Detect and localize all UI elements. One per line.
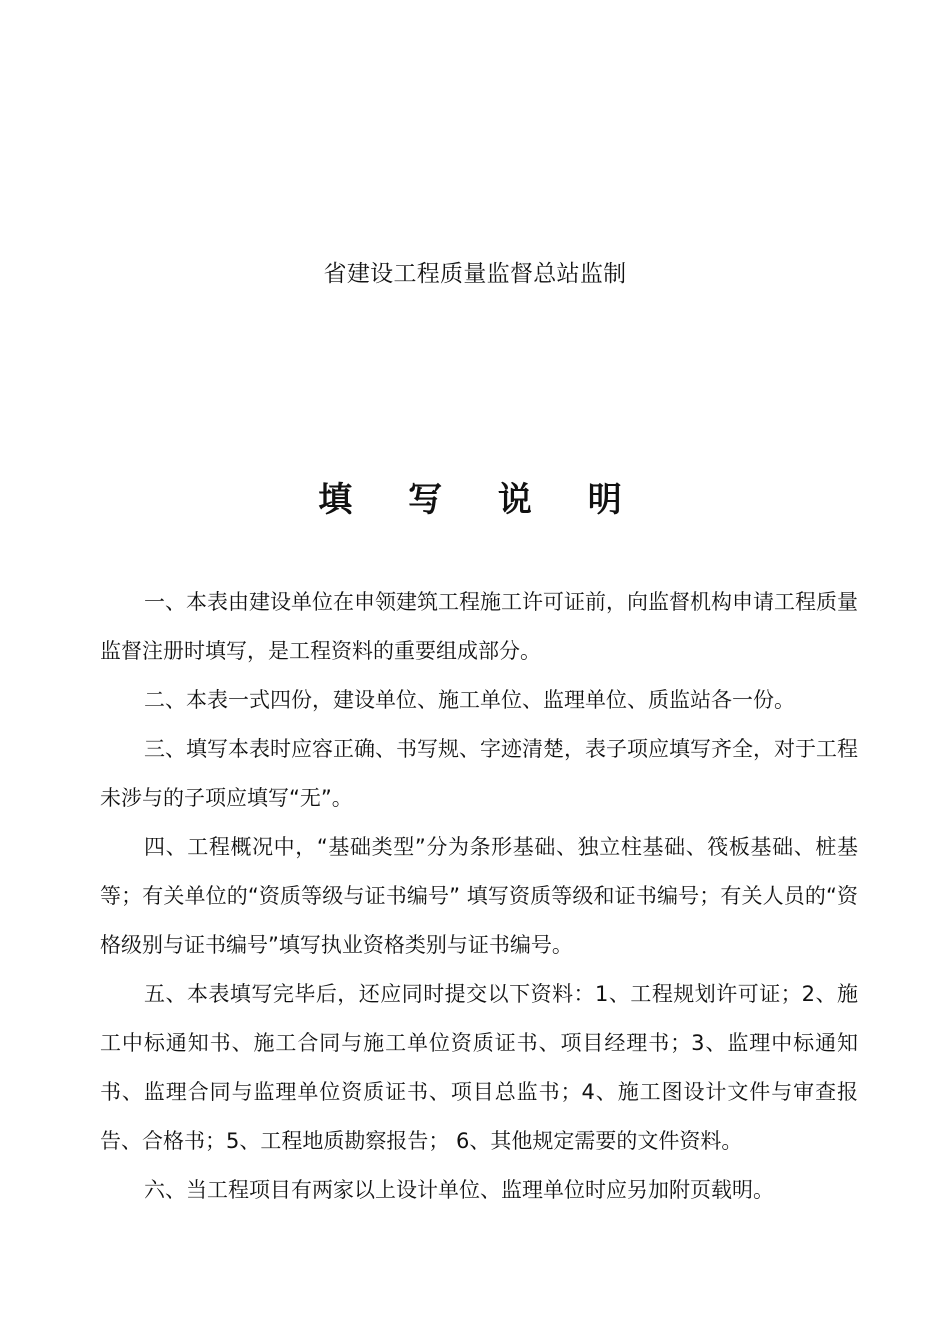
instruction-paragraph-1: 一、本表由建设单位在申领建筑工程施工许可证前，向监督机构申请工程质量监督注册时填写，是工程资料的重要组成部分。 xyxy=(100,590,858,663)
page-title: 填 写 说 明 xyxy=(318,480,644,520)
instruction-paragraph-5: 五、本表填写完毕后，还应同时提交以下资料：1、工程规划许可证；2、施工中标通知书、施工合同与施工单位资质证书、项目经理书；3、监理中标通知书、监理合同与监理单位资质证书、项目总监书；4、施工图设计文件与审查报告、合格书；5、工程地质勘察报告； 6、其他规定需要的文件资料。 xyxy=(100,982,858,1153)
instructions-body xyxy=(100,578,858,1215)
instruction-paragraph-6: 六、当工程项目有两家以上设计单位、监理单位时应另加附页载明。 xyxy=(144,1178,774,1202)
instruction-paragraph-4: 四、工程概况中，“基础类型”分为条形基础、独立柱基础、筏板基础、桩基等；有关单位的“资质等级与证书编号” 填写资质等级和证书编号；有关人员的“资格级别与证书编号”填写执业资格类别与证书编号。 xyxy=(100,835,858,957)
instruction-paragraph-3: 三、填写本表时应容正确、书写规、字迹清楚，表子项应填写齐全，对于工程未涉与的子项应填写“无”。 xyxy=(100,737,858,810)
instruction-paragraph-2: 二、本表一式四份，建设单位、施工单位、监理单位、质监站各一份。 xyxy=(144,688,795,712)
issuer-line: 省建设工程质量监督总站监制 xyxy=(323,261,627,287)
